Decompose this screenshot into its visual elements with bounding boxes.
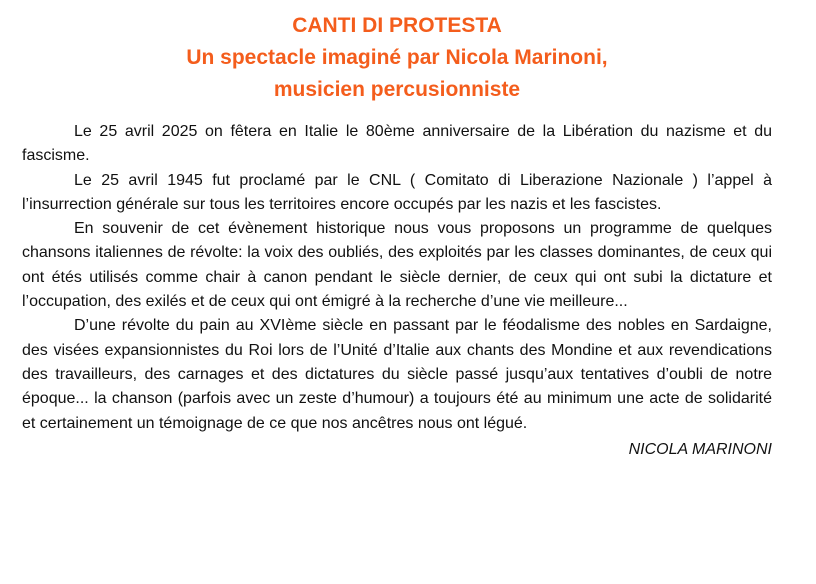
document-subtitle-line-2: musicien percusionniste [273,78,521,101]
signature: NICOLA MARINONI [628,440,772,458]
paragraph-history: D’une révolte du pain au XVIème siècle en passant par le féodalisme des nobles en Sardaigne, des visées expansionnistes du Roi lors de l’Unité d’Italie aux chants des Mondine et aux revendications des travailleurs, des carnages et des dictatures du siècle passé jusqu’aux tentatives d’oubli de notre époque... la chanson (parfois avec un zeste d’humour) a toujours été au minimum une acte de solidarité et certainement un témoignage de ce que nos ancêtres nous ont légué. [22,317,772,432]
title-block [22,10,772,106]
paragraph-liberation-anniversary: Le 25 avril 2025 on fêtera en Italie le 80ème anniversaire de la Libération du nazisme et du fascisme. [22,123,772,165]
document-subtitle-line-1: Un spectacle imaginé par Nicola Marinoni, [186,46,608,69]
body-text [22,120,772,436]
paragraph-program: En souvenir de cet évènement historique nous vous proposons un programme de quelques chansons italiennes de révolte: la voix des oubliés, des exploités par les classes dominantes, de ceux qui ont étés utilisés comme chair à canon pendant le siècle dernier, de ceux qui ont subi la dictature et l’occupation, des exilés et de ceux qui ont émigré à la recherche d’une vie meilleure... [22,220,772,311]
paragraph-cnl-proclamation: Le 25 avril 1945 fut proclamé par le CNL ( Comitato di Liberazione Nazionale ) l’appel à l’insurrection générale sur tous les territoires encore occupés par les nazis et les fascistes. [22,171,772,213]
document-title: CANTI DI PROTESTA [292,14,502,37]
